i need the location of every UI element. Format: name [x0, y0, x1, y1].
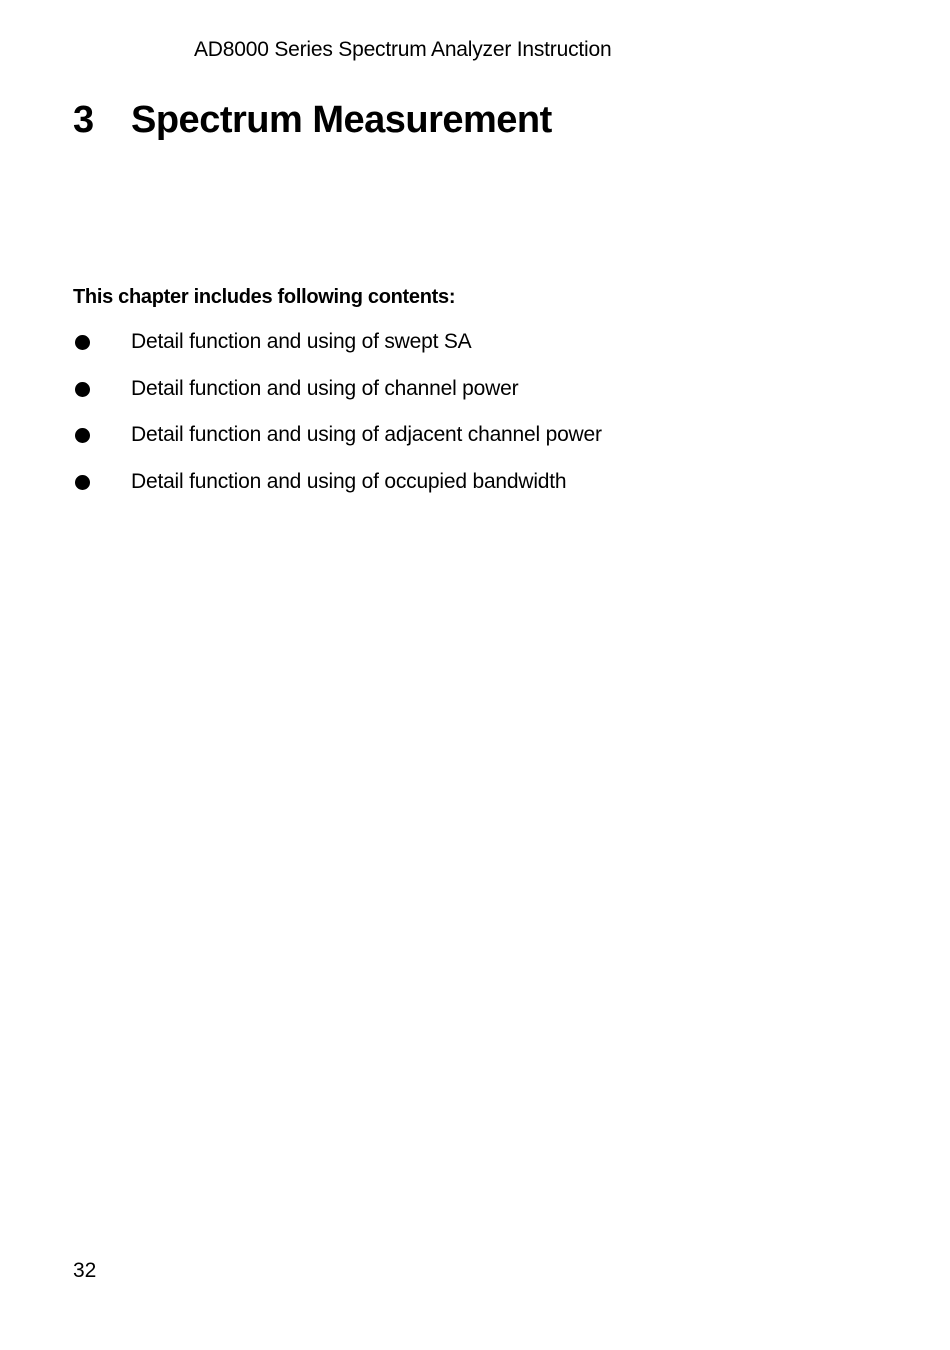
chapter-heading	[73, 99, 552, 142]
chapter-title: Spectrum Measurement	[131, 99, 552, 141]
bullet-icon	[75, 428, 90, 443]
chapter-number: 3	[73, 99, 94, 141]
bullet-icon	[75, 382, 90, 397]
list-item-label: Detail function and using of occupied bandwidth	[131, 469, 567, 493]
running-header: AD8000 Series Spectrum Analyzer Instruction	[194, 38, 612, 61]
page-number: 32	[73, 1259, 97, 1282]
list-item-label: Detail function and using of adjacent channel power	[131, 423, 602, 446]
contents-intro: This chapter includes following contents:	[73, 286, 456, 308]
list-item-label: Detail function and using of swept SA	[131, 330, 472, 353]
bullet-icon	[75, 475, 90, 490]
list-item-label: Detail function and using of channel power	[131, 376, 519, 400]
bullet-icon	[75, 335, 90, 350]
